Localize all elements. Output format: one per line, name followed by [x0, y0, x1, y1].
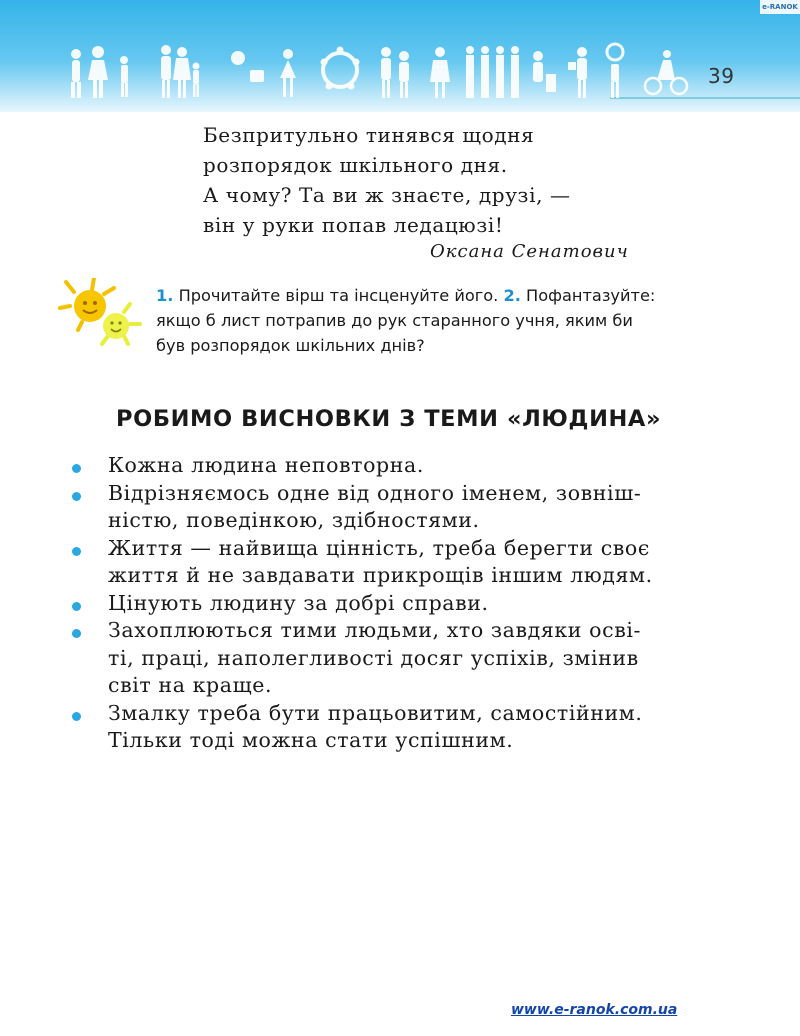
list-item — [72, 617, 712, 700]
list-item-line: життя й не завдавати прикрощів іншим людям. — [108, 563, 653, 587]
list-item — [72, 700, 712, 755]
list-item-line: Захоплюються тими людьми, хто завдяки осві- — [108, 618, 642, 642]
list-item-line: світ на краще. — [108, 673, 273, 697]
figure-icon — [430, 47, 450, 98]
sun-figure-icon — [231, 51, 264, 82]
publisher-website-link[interactable]: www.e-ranok.com.ua — [511, 1002, 678, 1018]
poem — [203, 120, 663, 240]
bullet-icon — [72, 492, 81, 501]
list-item-line: Тільки тоді можна стати успішним. — [108, 728, 514, 752]
task-line — [156, 283, 701, 308]
task-number-2: 2. — [503, 286, 521, 305]
figure-icon — [533, 51, 556, 92]
figure-icon — [568, 47, 587, 98]
figure-icon — [71, 49, 81, 98]
list-item — [72, 535, 712, 590]
list-item-line: Відрізняємось одне від одного іменем, зовніш- — [108, 480, 642, 505]
list-item-line: Змалку треба бути працьовитим, самостійним. — [108, 700, 643, 725]
task-line: був розпорядок шкільних днів? — [156, 336, 425, 355]
conclusions-list — [72, 452, 712, 755]
group-icon — [381, 47, 409, 98]
row-of-people-icon — [466, 46, 519, 98]
bullet-icon — [72, 629, 81, 638]
section-title: РОБИМО ВИСНОВКИ З ТЕМИ «ЛЮДИНА» — [116, 406, 662, 432]
figure-icon — [88, 46, 108, 98]
list-item — [72, 590, 712, 618]
publisher-logo: e-RANOK — [760, 0, 800, 14]
task-line: якщо б лист потрапив до рук старанного учня, яким би — [156, 311, 633, 330]
bullet-icon — [72, 602, 81, 611]
smiling-suns-icon — [58, 278, 142, 348]
poem-line: розпорядок шкільного дня. — [203, 153, 508, 177]
poem-line: А чому? Та ви ж знаєте, друзі, — — [203, 183, 571, 207]
task-text-1: Прочитайте вірш та інсценуйте його. — [173, 286, 504, 305]
list-item-line: Кожна людина неповторна. — [108, 453, 424, 477]
list-item-line: Життя — найвища цінність, треба берегти своє — [108, 535, 650, 560]
circle-of-people-icon — [321, 47, 360, 90]
bullet-icon — [72, 464, 81, 473]
list-item-line: ті, праці, наполегливості досяг успіхів, змінив — [108, 645, 639, 670]
page-number: 39 — [708, 64, 735, 88]
figure-icon — [280, 49, 296, 97]
poem-line: Безпритульно тинявся щодня — [203, 123, 535, 147]
task-text-2: Пофантазуйте: — [520, 286, 656, 305]
list-item-line: Цінують людину за добрі справи. — [108, 590, 489, 615]
globe-figure-icon — [607, 44, 623, 98]
task-number-1: 1. — [156, 286, 174, 305]
family-icon — [161, 45, 200, 98]
list-item — [72, 452, 712, 480]
cyclist-icon — [645, 50, 687, 94]
people-silhouettes-illustration — [60, 40, 700, 100]
bullet-icon — [72, 712, 81, 721]
bullet-icon — [72, 547, 81, 556]
figure-icon — [120, 56, 128, 97]
task-block — [156, 283, 701, 358]
poem-author: Оксана Сенатович — [430, 241, 629, 262]
list-item — [72, 480, 712, 535]
poem-line: він у руки попав ледацюзі! — [203, 213, 504, 237]
list-item-line: ністю, поведінкою, здібностями. — [108, 508, 480, 532]
